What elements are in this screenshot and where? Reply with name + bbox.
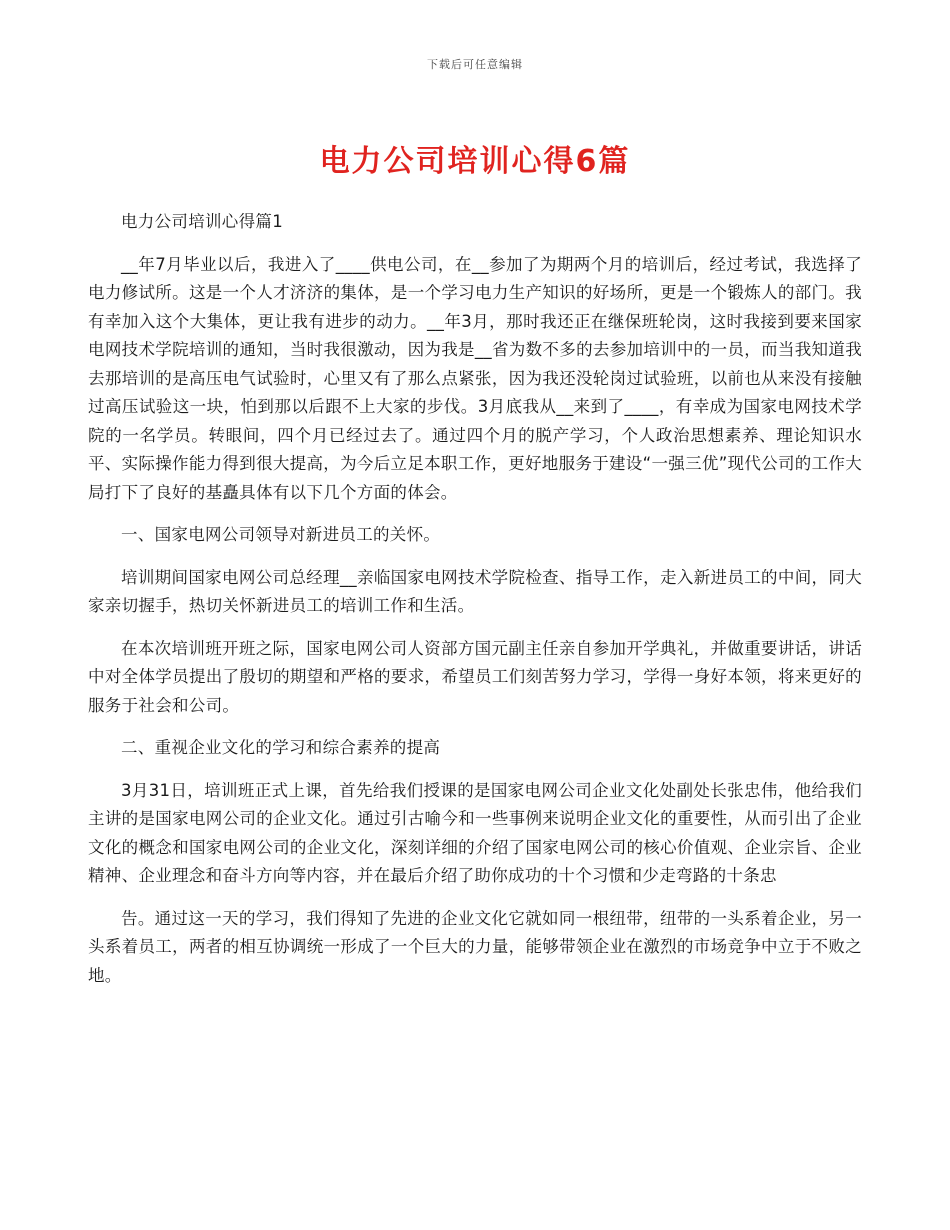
subheading-1: 一、国家电网公司领导对新进员工的关怀。 (121, 525, 441, 544)
header-note: 下载后可任意编辑 (427, 58, 523, 71)
paragraph-leader-care: 培训期间国家电网公司总经理__亲临国家电网技术学院检查、指导工作，走入新进员工的中间，同大家亲切握手，热切关怀新进员工的培训工作和生活。 (88, 567, 862, 615)
paragraph-conclusion: 告。通过这一天的学习，我们得知了先进的企业文化它就如同一根纽带，纽带的一头系着企业，另一头系着员工，两者的相互协调统一形成了一个巨大的力量，能够带领企业在激烈的市场竞争中立于不败之地。 (88, 908, 862, 985)
document-title: 电力公司培训心得6篇 (319, 144, 631, 179)
paragraph-intro: __年7月毕业以后，我进入了____供电公司，在__参加了为期两个月的培训后，经过考试，我选择了电力修试所。这是一个人才济济的集体，是一个学习电力生产知识的好场所，更是一个锻炼人的部门。我有幸加入这个大集体，更让我有进步的动力。__年3月，那时我还正在继保班轮岗，这时我接到要来国家电网技术学院培训的通知，当时我很激动，因为我是__省为数不多的去参加培训中的一员，而当我知道我去那培训的是高压电气试验时，心里又有了那么点紧张，因为我还没轮岗过试验班，以前也从来没有接触过高压试验这一块，怕到那以后跟不上大家的步伐。3月底我从__来到了____，有幸成为国家电网技术学院的一名学员。转眼间，四个月已经过去了。通过四个月的脱产学习，个人政治思想素养、理论知识水平、实际操作能力得到很大提高，为今后立足本职工作，更好地服务于建设“一强三优”现代公司的工作大局打下了良好的基矗具体有以下几个方面的体会。 (88, 254, 862, 502)
paragraph-opening-ceremony: 在本次培训班开班之际，国家电网公司人资部方国元副主任亲自参加开学典礼，并做重要讲话，讲话中对全体学员提出了殷切的期望和严格的要求，希望员工们刻苦努力学习，学得一身好本领，将来更好的服务于社会和公司。 (88, 638, 862, 715)
section-heading-1: 电力公司培训心得篇1 (121, 212, 283, 231)
subheading-2: 二、重视企业文化的学习和综合素养的提高 (121, 738, 441, 757)
document-body (88, 208, 862, 990)
paragraph-corporate-culture: 3月31日，培训班正式上课，首先给我们授课的是国家电网公司企业文化处副处长张忠伟，他给我们主讲的是国家电网公司的企业文化。通过引古喻今和一些事例来说明企业文化的重要性，从而引出了企业文化的概念和国家电网公司的企业文化，深刻详细的介绍了国家电网公司的核心价值观、企业宗旨、企业精神、企业理念和奋斗方向等内容，并在最后介绍了助你成功的十个习惯和少走弯路的十条忠 (88, 780, 862, 885)
